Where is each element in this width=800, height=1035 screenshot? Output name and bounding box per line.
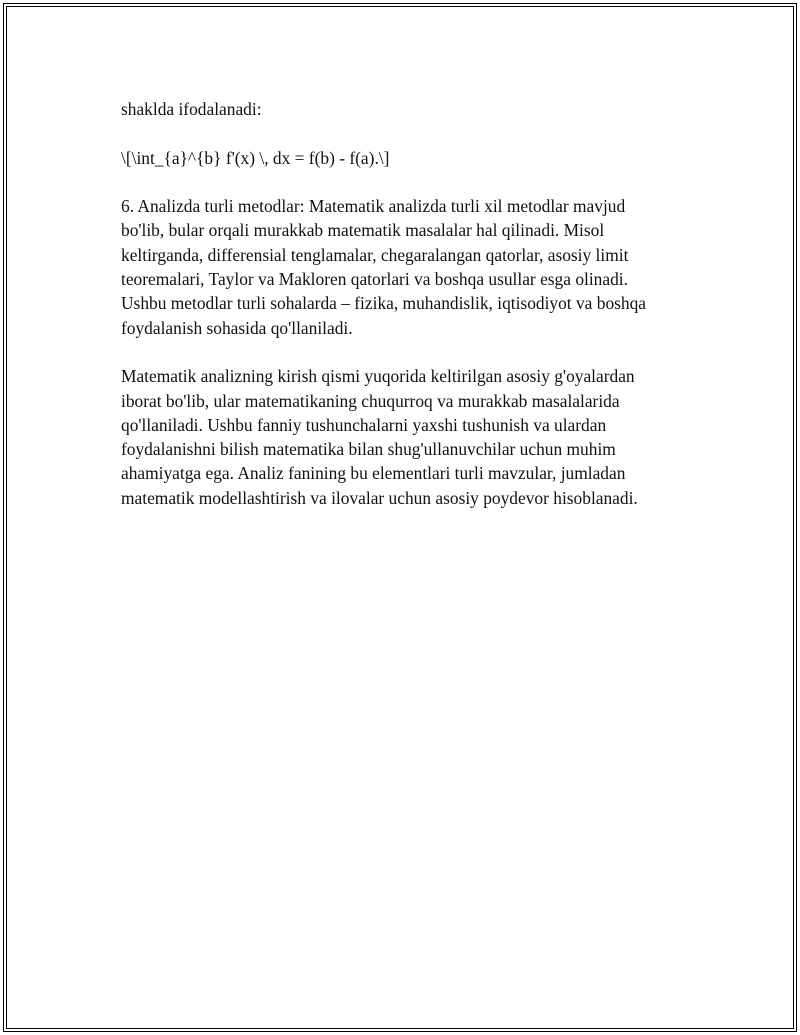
text-line: Matematik analizning kirish qismi yuqorida keltirilgan asosiy g'oyalardan xyxy=(121,366,635,387)
text-line: teoremalari, Taylor va Makloren qatorlari va boshqa usullar esga olinadi. xyxy=(121,269,628,290)
paragraph-gap xyxy=(121,170,721,194)
paragraph-gap xyxy=(121,340,721,364)
text-line: qo'llaniladi. Ushbu fanniy tushunchalarni yaxshi tushunish va ulardan xyxy=(121,414,607,435)
paragraph-formula xyxy=(121,146,721,170)
text-line: ahamiyatga ega. Analiz fanining bu elementlari turli mavzular, jumladan xyxy=(121,463,626,484)
text-line: matematik modellashtirish va ilovalar uchun asosiy poydevor hisoblanadi. xyxy=(121,487,638,508)
text-line: foydalanish sohasida qo'llaniladi. xyxy=(121,317,353,338)
text-line: shaklda ifodalanadi: xyxy=(121,99,262,119)
formula-line: \[\int_{a}^{b} f'(x) \, dx = f(b) - f(a).\] xyxy=(121,147,390,168)
paragraph-conclusion xyxy=(121,364,721,510)
text-line: 6. Analizda turli metodlar: Matematik analizda turli xil metodlar mavjud xyxy=(121,196,626,217)
text-line: keltirganda, differensial tenglamalar, chegaralangan qatorlar, asosiy limit xyxy=(121,244,629,265)
text-line: iborat bo'lib, ular matematikaning chuqurroq va murakkab masalalarida xyxy=(121,390,620,411)
page-frame xyxy=(3,3,797,1032)
text-line: Ushbu metodlar turli sohalarda – fizika, muhandislik, iqtisodiyot va boshqa xyxy=(121,293,647,314)
paragraph-methods xyxy=(121,194,721,340)
text-line: bo'lib, bular orqali murakkab matematik masalalar hal qilinadi. Misol xyxy=(121,220,605,241)
paragraph-intro xyxy=(121,97,721,121)
paragraph-gap xyxy=(121,121,721,145)
document-body xyxy=(121,97,721,510)
text-line: foydalanishni bilish matematika bilan shug'ullanuvchilar uchun muhim xyxy=(121,439,616,460)
